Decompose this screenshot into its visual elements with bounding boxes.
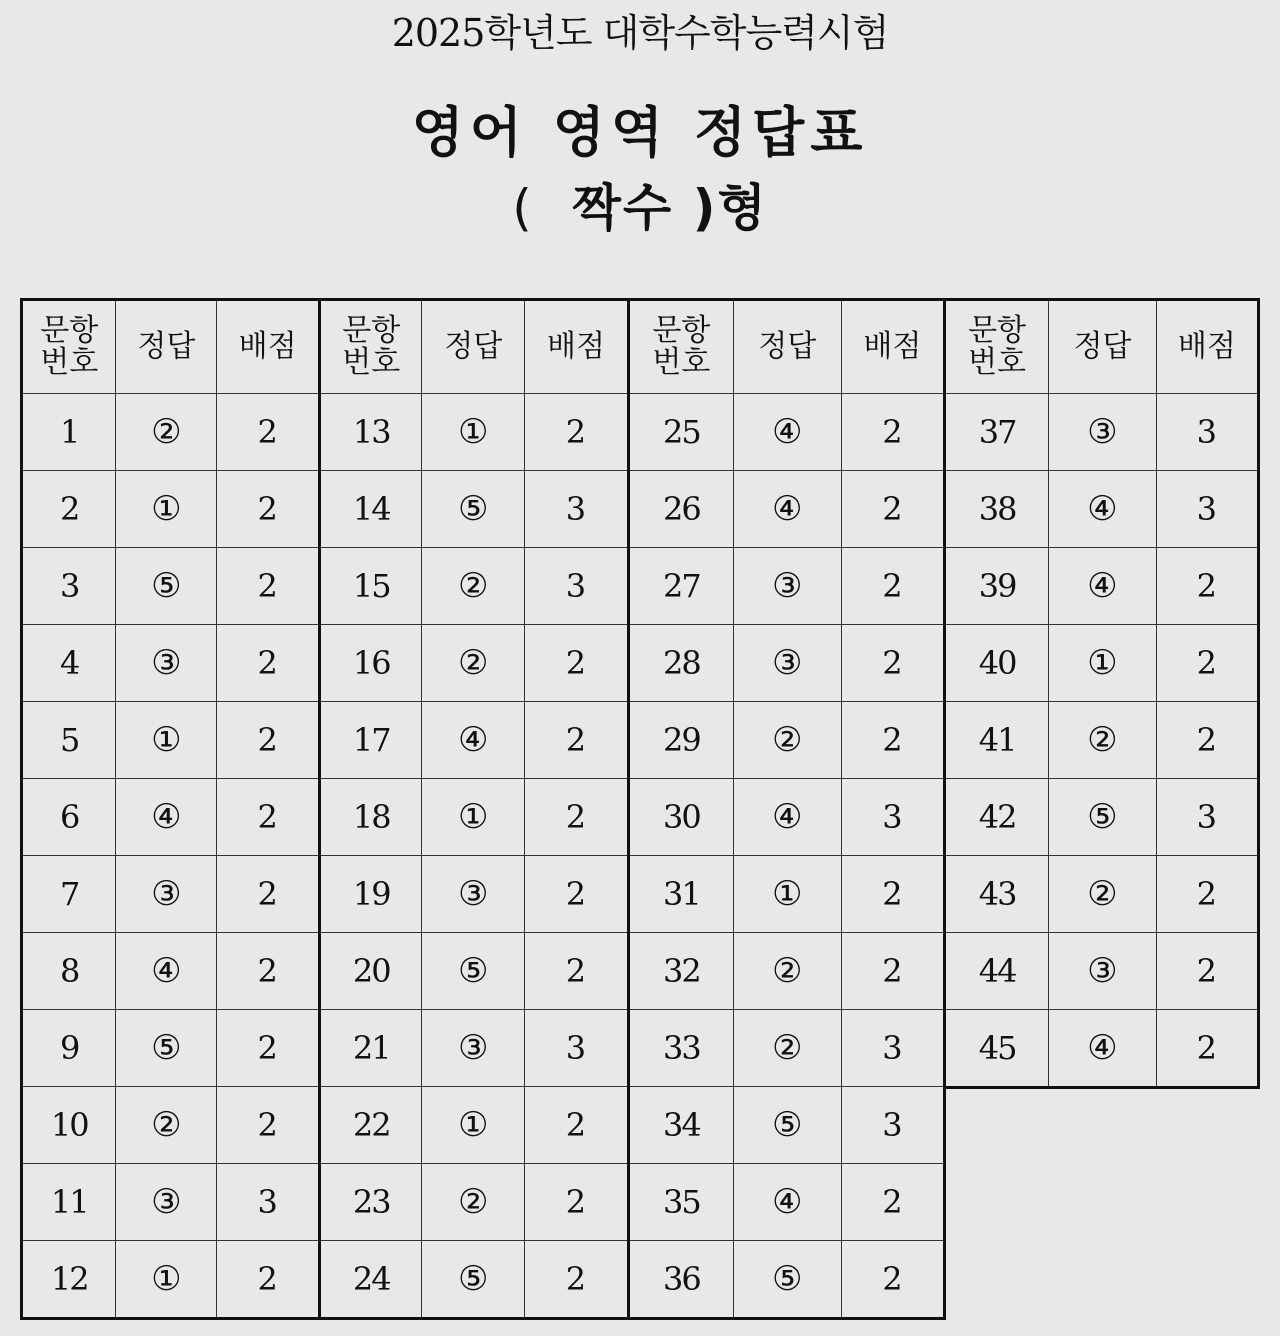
table-row <box>946 1010 1257 1087</box>
table-row <box>946 779 1257 856</box>
question-number: 29 <box>630 702 733 779</box>
score: 2 <box>524 1241 627 1318</box>
table-row <box>630 1241 943 1318</box>
table-row <box>630 1010 943 1087</box>
table-row <box>946 856 1257 933</box>
answer: ⑤ <box>422 471 525 548</box>
table-row <box>321 625 627 702</box>
answer: ③ <box>422 1010 525 1087</box>
score: 2 <box>217 625 318 702</box>
table-row <box>630 779 943 856</box>
question-number: 27 <box>630 548 733 625</box>
answer: ② <box>422 548 525 625</box>
answer: ④ <box>1049 471 1157 548</box>
col-header-number-line2: 번호 <box>342 345 401 380</box>
answer: ② <box>116 1087 217 1164</box>
score: 2 <box>217 394 318 471</box>
score: 2 <box>841 702 943 779</box>
question-number: 32 <box>630 933 733 1010</box>
score: 2 <box>841 625 943 702</box>
table-row <box>630 856 943 933</box>
table-row <box>630 1087 943 1164</box>
header-row <box>946 301 1257 394</box>
col-header-score: 배점 <box>1156 301 1257 394</box>
question-number: 43 <box>946 856 1049 933</box>
table-row <box>321 1087 627 1164</box>
score: 2 <box>217 933 318 1010</box>
table-row <box>23 702 318 779</box>
answer: ③ <box>422 856 525 933</box>
question-number: 26 <box>630 471 733 548</box>
form-name: 짝수 <box>572 179 674 237</box>
answer: ① <box>1049 625 1157 702</box>
question-number: 12 <box>23 1241 116 1318</box>
answer: ② <box>733 702 841 779</box>
question-number: 36 <box>630 1241 733 1318</box>
score: 2 <box>524 856 627 933</box>
score: 3 <box>524 548 627 625</box>
form-type <box>0 168 1280 240</box>
question-number: 6 <box>23 779 116 856</box>
table-row <box>23 394 318 471</box>
answer: ④ <box>116 933 217 1010</box>
col-header-number <box>321 301 422 394</box>
question-number: 5 <box>23 702 116 779</box>
score: 2 <box>524 1087 627 1164</box>
question-number: 44 <box>946 933 1049 1010</box>
table-row <box>630 1164 943 1241</box>
col-header-score: 배점 <box>217 301 318 394</box>
score: 2 <box>217 471 318 548</box>
score: 3 <box>841 779 943 856</box>
score: 2 <box>841 1164 943 1241</box>
answer: ① <box>422 779 525 856</box>
answer: ③ <box>116 1164 217 1241</box>
answer: ① <box>733 856 841 933</box>
answer: ③ <box>733 625 841 702</box>
col-header-answer: 정답 <box>422 301 525 394</box>
question-number: 1 <box>23 394 116 471</box>
col-header-number-line1: 문항 <box>40 313 99 348</box>
answer: ③ <box>116 856 217 933</box>
question-number: 21 <box>321 1010 422 1087</box>
table-row <box>946 394 1257 471</box>
score: 2 <box>217 1241 318 1318</box>
table-row <box>321 933 627 1010</box>
col-header-number-line2: 번호 <box>652 345 711 380</box>
answer: ① <box>116 471 217 548</box>
question-number: 2 <box>23 471 116 548</box>
question-number: 42 <box>946 779 1049 856</box>
question-number: 7 <box>23 856 116 933</box>
question-number: 37 <box>946 394 1049 471</box>
score: 2 <box>841 856 943 933</box>
score: 2 <box>1156 856 1257 933</box>
question-number: 22 <box>321 1087 422 1164</box>
table-row <box>23 1010 318 1087</box>
answer: ③ <box>733 548 841 625</box>
score: 2 <box>841 933 943 1010</box>
answer: ② <box>422 625 525 702</box>
table-row <box>321 1241 627 1318</box>
score: 2 <box>1156 548 1257 625</box>
table-row <box>946 471 1257 548</box>
answer: ② <box>1049 702 1157 779</box>
score: 3 <box>841 1010 943 1087</box>
table-row <box>630 702 943 779</box>
answer: ④ <box>116 779 217 856</box>
question-number: 20 <box>321 933 422 1010</box>
answer: ③ <box>1049 394 1157 471</box>
answer: ② <box>733 1010 841 1087</box>
question-number: 24 <box>321 1241 422 1318</box>
answer: ⑤ <box>422 1241 525 1318</box>
table-row <box>946 625 1257 702</box>
question-number: 10 <box>23 1087 116 1164</box>
table-row <box>946 702 1257 779</box>
answer: ④ <box>1049 548 1157 625</box>
answer: ④ <box>733 779 841 856</box>
answer: ④ <box>422 702 525 779</box>
score: 2 <box>1156 702 1257 779</box>
score: 3 <box>1156 394 1257 471</box>
score: 2 <box>217 702 318 779</box>
table-row <box>321 779 627 856</box>
form-close: )형 <box>692 179 768 237</box>
answer: ④ <box>733 1164 841 1241</box>
score: 2 <box>217 548 318 625</box>
score: 2 <box>1156 933 1257 1010</box>
table-row <box>23 548 318 625</box>
answer-table <box>321 301 627 1317</box>
table-row <box>321 394 627 471</box>
table-row <box>321 1010 627 1087</box>
answer: ⑤ <box>733 1087 841 1164</box>
answer: ② <box>422 1164 525 1241</box>
col-header-number <box>23 301 116 394</box>
score: 2 <box>524 394 627 471</box>
score: 2 <box>1156 1010 1257 1087</box>
question-number: 16 <box>321 625 422 702</box>
score: 3 <box>841 1087 943 1164</box>
question-number: 23 <box>321 1164 422 1241</box>
table-row <box>23 1164 318 1241</box>
question-number: 45 <box>946 1010 1049 1087</box>
answer: ⑤ <box>116 1010 217 1087</box>
header-row <box>321 301 627 394</box>
question-number: 40 <box>946 625 1049 702</box>
table-row <box>321 471 627 548</box>
question-number: 14 <box>321 471 422 548</box>
header-row <box>630 301 943 394</box>
answer: ④ <box>733 471 841 548</box>
header-row <box>23 301 318 394</box>
table-row <box>23 625 318 702</box>
score: 3 <box>524 471 627 548</box>
question-number: 38 <box>946 471 1049 548</box>
question-number: 8 <box>23 933 116 1010</box>
table-row <box>630 933 943 1010</box>
col-header-number-line2: 번호 <box>40 345 99 380</box>
col-header-number <box>630 301 733 394</box>
table-row <box>23 471 318 548</box>
col-header-number-line1: 문항 <box>968 313 1027 348</box>
table-row <box>630 548 943 625</box>
answer: ⑤ <box>733 1241 841 1318</box>
answer-block-2 <box>318 298 630 1320</box>
question-number: 3 <box>23 548 116 625</box>
answer-table <box>946 301 1257 1086</box>
question-number: 9 <box>23 1010 116 1087</box>
col-header-answer: 정답 <box>116 301 217 394</box>
question-number: 28 <box>630 625 733 702</box>
score: 2 <box>1156 625 1257 702</box>
score: 2 <box>841 548 943 625</box>
table-row <box>23 779 318 856</box>
table-row <box>321 856 627 933</box>
score: 2 <box>524 625 627 702</box>
col-header-number-line2: 번호 <box>968 345 1027 380</box>
question-number: 13 <box>321 394 422 471</box>
question-number: 17 <box>321 702 422 779</box>
answer: ① <box>422 1087 525 1164</box>
answer: ⑤ <box>1049 779 1157 856</box>
table-row <box>23 1241 318 1318</box>
score: 3 <box>217 1164 318 1241</box>
col-header-number-line1: 문항 <box>342 313 401 348</box>
question-number: 18 <box>321 779 422 856</box>
score: 3 <box>524 1010 627 1087</box>
answer: ① <box>116 1241 217 1318</box>
table-row <box>630 625 943 702</box>
question-number: 41 <box>946 702 1049 779</box>
score: 2 <box>217 779 318 856</box>
score: 2 <box>524 1164 627 1241</box>
answer: ③ <box>116 625 217 702</box>
score: 2 <box>524 702 627 779</box>
score: 2 <box>217 856 318 933</box>
question-number: 31 <box>630 856 733 933</box>
answer-block-1 <box>20 298 321 1320</box>
table-row <box>23 1087 318 1164</box>
question-number: 34 <box>630 1087 733 1164</box>
score: 2 <box>524 779 627 856</box>
question-number: 30 <box>630 779 733 856</box>
answer-block-3 <box>627 298 946 1320</box>
answer: ① <box>116 702 217 779</box>
sheet-title: 영어 영역 정답표 <box>411 101 869 164</box>
table-row <box>630 394 943 471</box>
table-row <box>23 933 318 1010</box>
answer: ⑤ <box>116 548 217 625</box>
answer-table <box>23 301 318 1317</box>
answer: ③ <box>1049 933 1157 1010</box>
score: 3 <box>1156 779 1257 856</box>
table-row <box>23 856 318 933</box>
score: 2 <box>217 1010 318 1087</box>
table-row <box>630 471 943 548</box>
table-row <box>321 1164 627 1241</box>
score: 2 <box>217 1087 318 1164</box>
answer: ⑤ <box>422 933 525 1010</box>
answer: ② <box>116 394 217 471</box>
question-number: 4 <box>23 625 116 702</box>
form-open-paren: ( <box>512 179 534 237</box>
question-number: 25 <box>630 394 733 471</box>
answer: ② <box>733 933 841 1010</box>
answer: ④ <box>733 394 841 471</box>
question-number: 11 <box>23 1164 116 1241</box>
question-number: 39 <box>946 548 1049 625</box>
question-number: 19 <box>321 856 422 933</box>
col-header-score: 배점 <box>841 301 943 394</box>
score: 3 <box>1156 471 1257 548</box>
score: 2 <box>841 394 943 471</box>
answer-block-4 <box>943 298 1260 1089</box>
table-row <box>946 548 1257 625</box>
col-header-answer: 정답 <box>1049 301 1157 394</box>
exam-title: 2025학년도 대학수학능력시험 <box>391 11 889 55</box>
col-header-score: 배점 <box>524 301 627 394</box>
answer: ④ <box>1049 1010 1157 1087</box>
score: 2 <box>524 933 627 1010</box>
question-number: 33 <box>630 1010 733 1087</box>
answer-table <box>630 301 943 1317</box>
col-header-answer: 정답 <box>733 301 841 394</box>
col-header-number-line1: 문항 <box>652 313 711 348</box>
col-header-number <box>946 301 1049 394</box>
table-row <box>946 933 1257 1010</box>
question-number: 35 <box>630 1164 733 1241</box>
question-number: 15 <box>321 548 422 625</box>
score: 2 <box>841 471 943 548</box>
answer: ② <box>1049 856 1157 933</box>
score: 2 <box>841 1241 943 1318</box>
table-row <box>321 702 627 779</box>
table-row <box>321 548 627 625</box>
answer: ① <box>422 394 525 471</box>
